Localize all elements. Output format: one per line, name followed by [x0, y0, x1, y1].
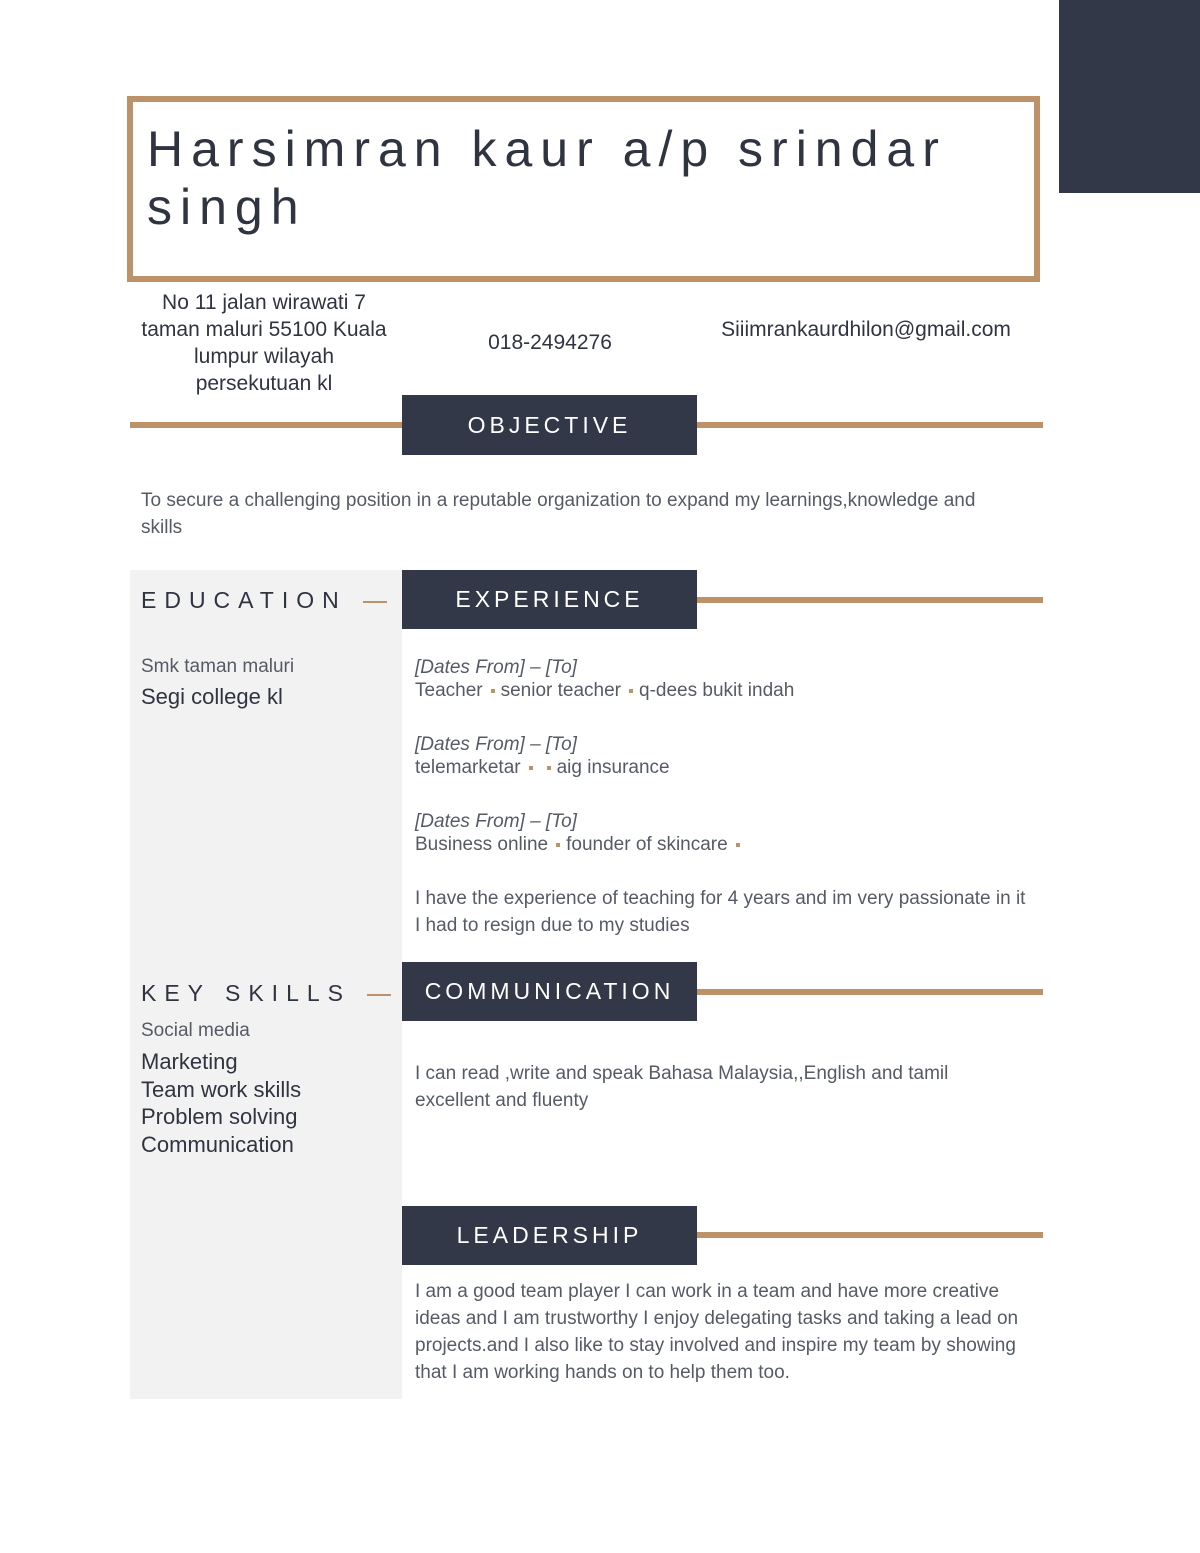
objective-heading: OBJECTIVE: [402, 395, 697, 455]
job-line: [415, 679, 794, 702]
bullet-dot: [491, 689, 495, 693]
bullet-dot: [547, 766, 551, 770]
key-skills-dash: [367, 994, 391, 996]
skill-item: Marketing: [141, 1049, 238, 1074]
communication-text: I can read ,write and speak Bahasa Malaysia,,English and tamil excellent and fluenty: [415, 1063, 949, 1111]
candidate-name: Harsimran kaur a/p srindar singh: [147, 121, 947, 235]
objective-rule-right: [697, 422, 1043, 428]
education-item: Segi college kl: [141, 684, 283, 709]
bullet-dot: [529, 766, 533, 770]
communication-rule: [697, 989, 1043, 995]
job-dates: [Dates From] – [To]: [415, 734, 577, 755]
bullet-dot: [556, 843, 560, 847]
job-dates: [Dates From] – [To]: [415, 657, 577, 678]
job-line: [415, 833, 746, 856]
job-role: founder of skincare: [566, 834, 728, 855]
job-line: [415, 756, 670, 779]
experience-job: [415, 656, 794, 702]
job-company: q-dees bukit indah: [639, 680, 795, 701]
contact-email[interactable]: Siiimrankaurdhilon@gmail.com: [721, 318, 1011, 341]
leadership-heading: LEADERSHIP: [402, 1206, 697, 1265]
education-dash: [363, 601, 387, 603]
job-role: senior teacher: [500, 680, 622, 701]
objective-text: To secure a challenging position in a reputable organization to expand my learnings,knowledge and skills: [141, 490, 976, 538]
job-title: Teacher: [415, 680, 483, 701]
skill-item: Team work skills: [141, 1076, 302, 1102]
communication-heading: COMMUNICATION: [402, 962, 697, 1021]
experience-heading: EXPERIENCE: [402, 570, 697, 629]
skill-item: Social media: [141, 1020, 250, 1041]
bullet-dot: [736, 843, 740, 847]
job-dates: [Dates From] – [To]: [415, 811, 577, 832]
objective-rule-left: [130, 422, 402, 428]
bullet-dot: [629, 689, 633, 693]
contact-address: No 11 jalan wirawati 7 taman maluri 55100 Kuala lumpur wilayah persekutuan kl: [141, 291, 387, 395]
leadership-text: I am a good team player I can work in a team and have more creative ideas and I am trustworthy I enjoy delegating tasks and taking a lead on projects.and I also like to stay involved and inspire my team by showing that I am working hands on to help them too.: [415, 1281, 1019, 1383]
contact-phone: 018-2494276: [488, 331, 612, 354]
experience-job: [415, 733, 670, 779]
skill-item: Communication: [141, 1131, 294, 1157]
skills-list: [141, 1048, 301, 1158]
experience-summary: I have the experience of teaching for 4 years and im very passionate in it I had to resign due to my studies: [415, 888, 1026, 936]
key-skills-heading: KEY SKILLS: [141, 980, 351, 1006]
name-frame: [127, 96, 1040, 282]
experience-job: [415, 810, 746, 856]
skill-item: Problem solving: [141, 1104, 298, 1129]
leadership-rule: [697, 1232, 1043, 1238]
experience-rule: [697, 597, 1043, 603]
education-item: Smk taman maluri: [141, 656, 295, 677]
job-title: telemarketar: [415, 757, 521, 778]
corner-decoration: [1059, 0, 1200, 193]
job-company: aig insurance: [556, 757, 670, 778]
job-title: Business online: [415, 834, 549, 855]
education-heading: EDUCATION: [141, 587, 347, 613]
